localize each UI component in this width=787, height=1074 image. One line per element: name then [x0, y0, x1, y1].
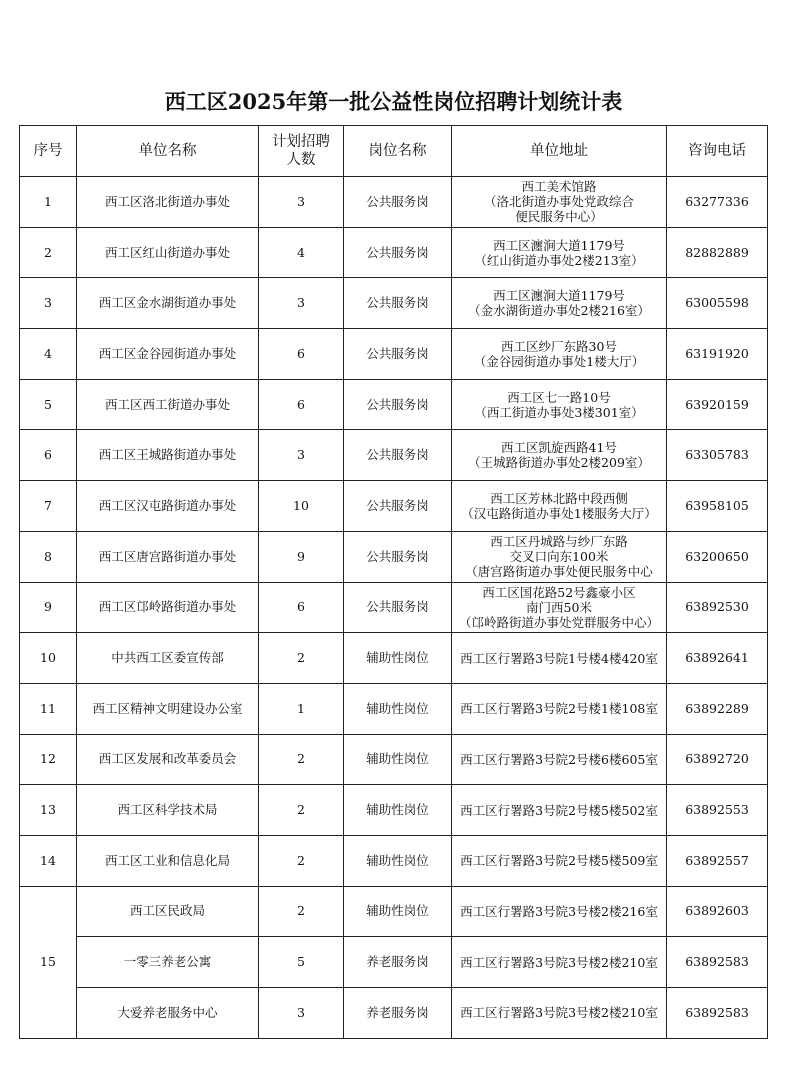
header-count — [259, 126, 344, 177]
table-row — [20, 988, 768, 1039]
table-row — [20, 683, 768, 734]
cell-phone: 63892530 — [667, 582, 768, 633]
address-line: 西工区凯旋西路41号 — [501, 440, 617, 456]
table-body — [20, 177, 768, 1039]
address-line: 南门西50米 — [526, 599, 592, 615]
cell-count: 3 — [259, 278, 344, 329]
cell-post: 公共服务岗 — [344, 177, 452, 228]
table-row — [20, 379, 768, 430]
address-line: （邙岭路街道办事处党群服务中心） — [458, 614, 659, 630]
cell-post: 辅助性岗位 — [344, 734, 452, 785]
cell-address — [452, 329, 667, 380]
table-row — [20, 785, 768, 836]
address-line: 西工区行署路3号院2号楼1楼108室 — [460, 701, 658, 717]
cell-address — [452, 734, 667, 785]
address-line: （汉屯路街道办事处1楼服务大厅） — [461, 505, 657, 521]
cell-unit: 西工区发展和改革委员会 — [77, 734, 259, 785]
header-phone: 咨询电话 — [667, 126, 768, 177]
cell-phone: 63892553 — [667, 785, 768, 836]
cell-count: 2 — [259, 734, 344, 785]
cell-post: 公共服务岗 — [344, 379, 452, 430]
table-row — [20, 481, 768, 532]
address-line: 西工区行署路3号院2号楼5楼502室 — [460, 802, 658, 818]
cell-post: 公共服务岗 — [344, 227, 452, 278]
table-row — [20, 734, 768, 785]
table-row — [20, 886, 768, 937]
cell-post: 公共服务岗 — [344, 481, 452, 532]
cell-post: 公共服务岗 — [344, 430, 452, 481]
address-line: 西工区七一路10号 — [507, 389, 611, 405]
cell-address — [452, 633, 667, 684]
cell-seq: 8 — [20, 531, 77, 582]
address-line: （王城路街道办事处2楼209室） — [468, 455, 650, 471]
cell-post: 辅助性岗位 — [344, 785, 452, 836]
table-row — [20, 430, 768, 481]
cell-phone: 63005598 — [667, 278, 768, 329]
cell-unit: 西工区工业和信息化局 — [77, 835, 259, 886]
cell-seq: 6 — [20, 430, 77, 481]
cell-unit: 西工区邙岭路街道办事处 — [77, 582, 259, 633]
cell-address — [452, 278, 667, 329]
address-line: 交叉口向东100米 — [509, 549, 609, 565]
cell-count: 3 — [259, 430, 344, 481]
header-post: 岗位名称 — [344, 126, 452, 177]
page-title: 西工区2025年第一批公益性岗位招聘计划统计表 — [164, 89, 623, 114]
address-line: 西工区纱厂东路30号 — [501, 338, 617, 354]
cell-address — [452, 988, 667, 1039]
cell-count: 6 — [259, 379, 344, 430]
table-row — [20, 582, 768, 633]
cell-phone: 63892289 — [667, 683, 768, 734]
cell-post: 辅助性岗位 — [344, 886, 452, 937]
table-row — [20, 835, 768, 886]
cell-phone: 63958105 — [667, 481, 768, 532]
cell-address — [452, 481, 667, 532]
address-line: （唐宫路街道办事处便民服务中心 — [465, 564, 653, 580]
cell-phone: 63892720 — [667, 734, 768, 785]
cell-address — [452, 886, 667, 937]
cell-seq: 12 — [20, 734, 77, 785]
cell-address — [452, 177, 667, 228]
cell-address — [452, 937, 667, 988]
recruitment-table — [19, 125, 768, 1039]
cell-seq: 14 — [20, 835, 77, 886]
cell-seq: 13 — [20, 785, 77, 836]
cell-unit: 大爱养老服务中心 — [77, 988, 259, 1039]
cell-address — [452, 835, 667, 886]
cell-unit: 西工区西工街道办事处 — [77, 379, 259, 430]
cell-count: 6 — [259, 582, 344, 633]
cell-phone: 63892583 — [667, 937, 768, 988]
cell-address — [452, 531, 667, 582]
address-line: （洛北街道办事处党政综合 — [483, 194, 634, 210]
cell-address — [452, 785, 667, 836]
cell-phone: 63892641 — [667, 633, 768, 684]
address-line: 西工美术馆路 — [521, 179, 597, 195]
cell-seq: 2 — [20, 227, 77, 278]
cell-post: 公共服务岗 — [344, 329, 452, 380]
table-row — [20, 227, 768, 278]
address-line: 西工区行署路3号院2号楼5楼509室 — [460, 853, 658, 869]
cell-unit: 西工区汉屯路街道办事处 — [77, 481, 259, 532]
address-line: 西工区行署路3号院3号楼2楼216室 — [460, 903, 658, 919]
cell-post: 养老服务岗 — [344, 988, 452, 1039]
cell-count: 4 — [259, 227, 344, 278]
cell-seq: 3 — [20, 278, 77, 329]
cell-unit: 西工区唐宫路街道办事处 — [77, 531, 259, 582]
cell-unit: 西工区王城路街道办事处 — [77, 430, 259, 481]
table-header-row — [20, 126, 768, 177]
cell-seq: 1 — [20, 177, 77, 228]
cell-phone: 63200650 — [667, 531, 768, 582]
address-line: （西工街道办事处3楼301室） — [474, 404, 644, 420]
address-line: 西工区国花路52号鑫豪小区 — [482, 584, 636, 600]
cell-count: 10 — [259, 481, 344, 532]
cell-post: 公共服务岗 — [344, 531, 452, 582]
cell-post: 养老服务岗 — [344, 937, 452, 988]
address-line: 西工区行署路3号院2号楼6楼605室 — [460, 751, 658, 767]
table-row — [20, 937, 768, 988]
header-count-line1: 计划招聘 — [272, 134, 330, 150]
cell-seq: 15 — [20, 886, 77, 1038]
cell-seq: 5 — [20, 379, 77, 430]
cell-seq: 10 — [20, 633, 77, 684]
cell-phone: 82882889 — [667, 227, 768, 278]
cell-address — [452, 227, 667, 278]
header-count-line2: 人数 — [286, 152, 316, 168]
cell-phone: 63920159 — [667, 379, 768, 430]
address-line: 西工区芳林北路中段西侧 — [490, 490, 628, 506]
cell-seq: 11 — [20, 683, 77, 734]
cell-address — [452, 379, 667, 430]
cell-count: 6 — [259, 329, 344, 380]
cell-phone: 63892557 — [667, 835, 768, 886]
cell-seq: 4 — [20, 329, 77, 380]
cell-phone: 63892603 — [667, 886, 768, 937]
header-seq: 序号 — [20, 126, 77, 177]
header-address: 单位地址 — [452, 126, 667, 177]
address-line: （红山街道办事处2楼213室） — [474, 252, 644, 268]
cell-count: 3 — [259, 177, 344, 228]
address-line: （金谷园街道办事处1楼大厅） — [473, 353, 645, 369]
cell-count: 2 — [259, 886, 344, 937]
cell-unit: 中共西工区委宣传部 — [77, 633, 259, 684]
cell-phone: 63191920 — [667, 329, 768, 380]
cell-phone: 63277336 — [667, 177, 768, 228]
cell-count: 5 — [259, 937, 344, 988]
cell-post: 公共服务岗 — [344, 582, 452, 633]
header-unit: 单位名称 — [77, 126, 259, 177]
address-line: （金水湖街道办事处2楼216室） — [468, 303, 650, 319]
cell-unit: 西工区精神文明建设办公室 — [77, 683, 259, 734]
cell-phone: 63305783 — [667, 430, 768, 481]
cell-unit: 西工区科学技术局 — [77, 785, 259, 836]
cell-count: 2 — [259, 633, 344, 684]
cell-unit: 西工区民政局 — [77, 886, 259, 937]
cell-post: 公共服务岗 — [344, 278, 452, 329]
address-line: 西工区行署路3号院3号楼2楼210室 — [460, 1005, 658, 1021]
cell-unit: 一零三养老公寓 — [77, 937, 259, 988]
cell-address — [452, 683, 667, 734]
cell-count: 3 — [259, 988, 344, 1039]
cell-count: 2 — [259, 835, 344, 886]
address-line: 西工区行署路3号院1号楼4楼420室 — [460, 650, 658, 666]
cell-unit: 西工区洛北街道办事处 — [77, 177, 259, 228]
cell-unit: 西工区金水湖街道办事处 — [77, 278, 259, 329]
cell-address — [452, 430, 667, 481]
address-line: 西工区丹城路与纱厂东路 — [490, 534, 628, 550]
cell-unit: 西工区金谷园街道办事处 — [77, 329, 259, 380]
cell-phone: 63892583 — [667, 988, 768, 1039]
address-line: 西工区瀍涧大道1179号 — [493, 237, 625, 253]
table-row — [20, 278, 768, 329]
cell-address — [452, 582, 667, 633]
cell-count: 9 — [259, 531, 344, 582]
cell-post: 辅助性岗位 — [344, 633, 452, 684]
cell-count: 2 — [259, 785, 344, 836]
table-row — [20, 531, 768, 582]
address-line: 便民服务中心） — [515, 209, 603, 225]
cell-post: 辅助性岗位 — [344, 683, 452, 734]
table-row — [20, 177, 768, 228]
table-row — [20, 329, 768, 380]
cell-seq: 9 — [20, 582, 77, 633]
table-row — [20, 633, 768, 684]
cell-count: 1 — [259, 683, 344, 734]
cell-unit: 西工区红山街道办事处 — [77, 227, 259, 278]
cell-post: 辅助性岗位 — [344, 835, 452, 886]
cell-seq: 7 — [20, 481, 77, 532]
address-line: 西工区行署路3号院3号楼2楼210室 — [460, 954, 658, 970]
address-line: 西工区瀍涧大道1179号 — [493, 288, 625, 304]
